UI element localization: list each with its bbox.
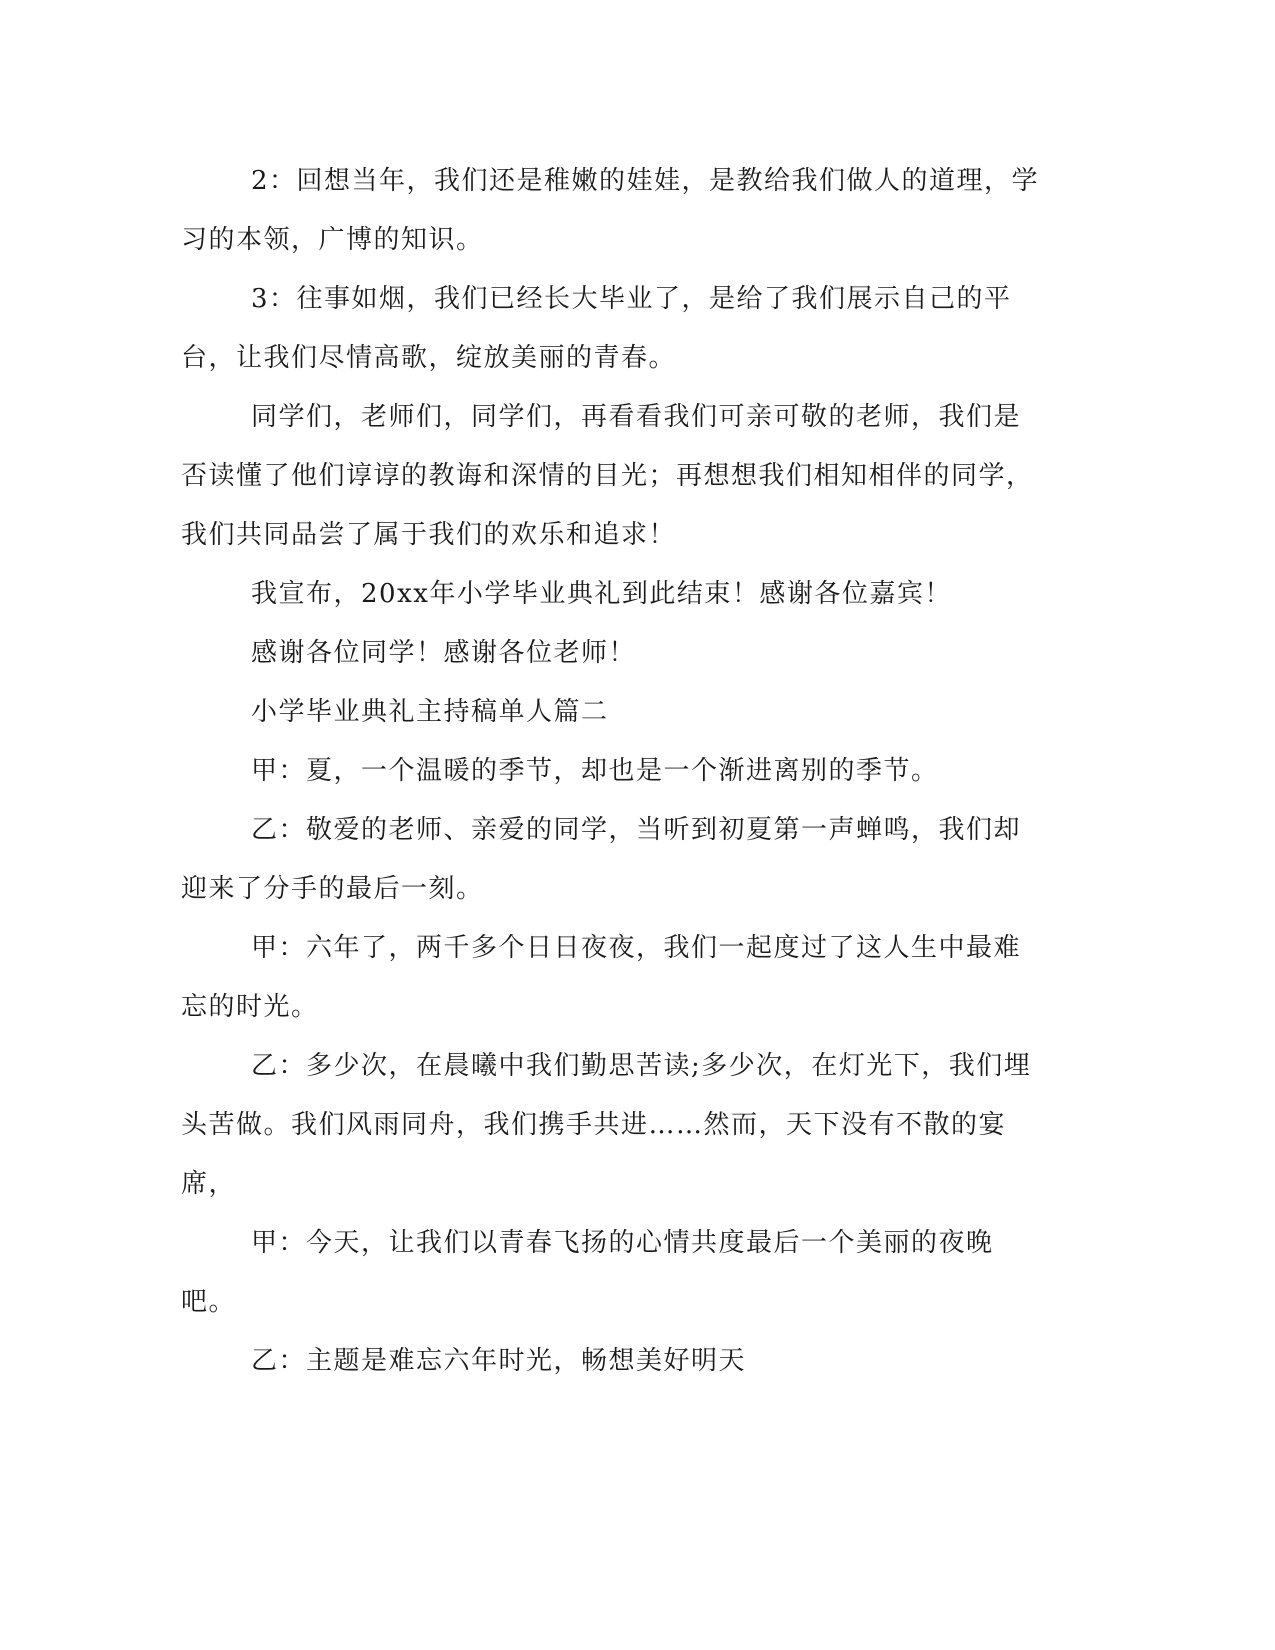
paragraph-2: 3：往事如烟，我们已经长大毕业了，是给了我们展示自己的平台，让我们尽情高歌，绽放美丽的青春。	[181, 284, 1012, 373]
paragraph-9: 甲：六年了，两千多个日日夜夜，我们一起度过了这人生中最难忘的时光。	[181, 933, 1022, 1022]
paragraph-4: 我宣布，20xx年小学毕业典礼到此结束！感谢各位嘉宾！	[251, 579, 952, 609]
paragraph-10: 乙：多少次，在晨曦中我们勤思苦读;多少次，在灯光下，我们埋头苦做。我们风雨同舟，我们携手共进……然而，天下没有不散的宴席，	[181, 1051, 1032, 1199]
paragraph-12: 乙：主题是难忘六年时光，畅想美好明天	[251, 1346, 747, 1376]
document-body	[181, 152, 1041, 1391]
paragraph-8: 乙：敬爱的老师、亲爱的同学，当听到初夏第一声蝉鸣，我们却迎来了分手的最后一刻。	[181, 815, 1022, 904]
paragraph-5: 感谢各位同学！感谢各位老师！	[251, 638, 637, 668]
paragraph-1: 2：回想当年，我们还是稚嫩的娃娃，是教给我们做人的道理，学习的本领，广博的知识。	[181, 166, 1040, 255]
paragraph-3: 同学们，老师们，同学们，再看看我们可亲可敬的老师，我们是否读懂了他们谆谆的教诲和深情的目光；再想想我们相知相伴的同学，我们共同品尝了属于我们的欢乐和追求！	[181, 402, 1034, 550]
section-heading: 小学毕业典礼主持稿单人篇二	[251, 697, 609, 727]
paragraph-11: 甲：今天，让我们以青春飞扬的心情共度最后一个美丽的夜晚吧。	[181, 1228, 994, 1317]
paragraph-7: 甲：夏，一个温暖的季节，却也是一个渐进离别的季节。	[251, 756, 939, 786]
